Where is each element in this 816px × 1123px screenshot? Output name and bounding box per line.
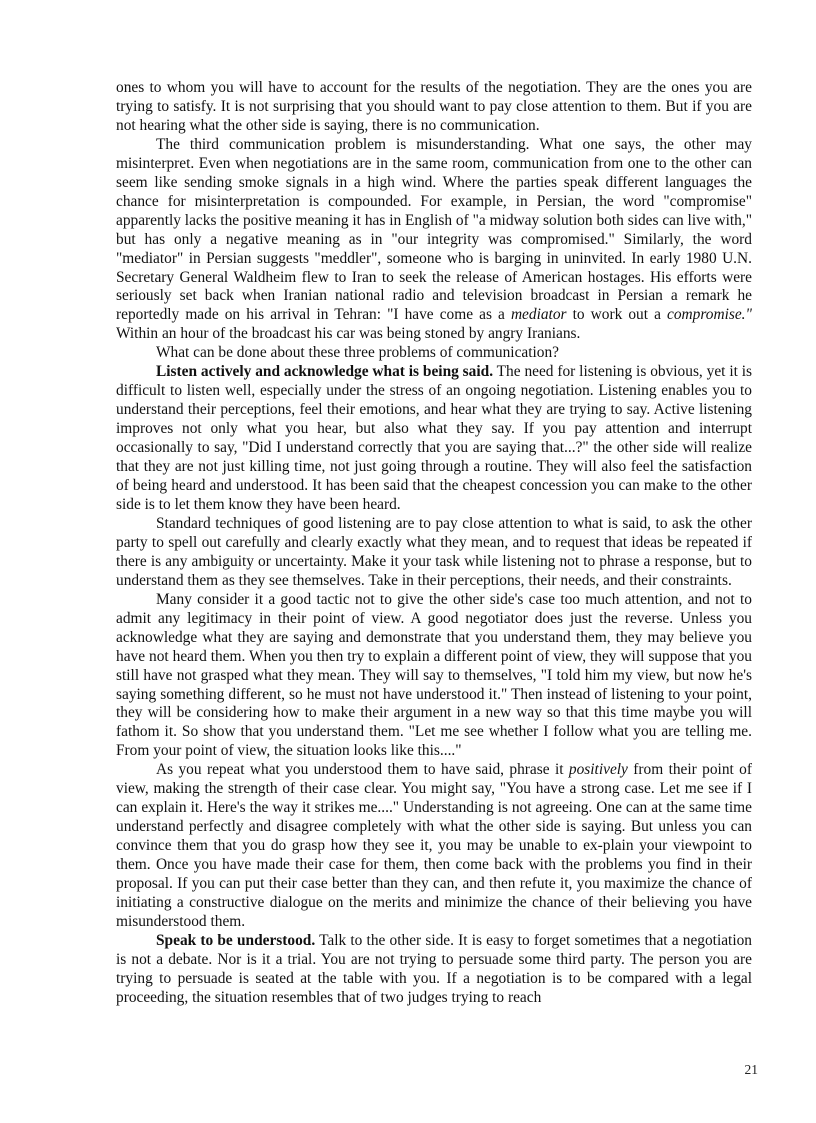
paragraph-6: Many consider it a good tactic not to give the other side's case too much attention, and not to admit any legitimacy in their point of view. A good negotiator does just the reverse. Unless you acknowledge what they are saying and demonstrate that you understand them, they may believe you have not heard them. When you then try to explain a different point of view, they will suppose that you still have not grasped what they mean. They will say to themselves, "I told him my view, but now he's saying something different, so he must not have understood it." Then instead of listening to your point, they will be considering how to make their argument in a new way so that this time maybe you will fathom it. So show that you understand them. "Let me see whether I follow what you are telling me. From your point of view, the situation looks like this...." [116,590,752,760]
page-number: 21 [744,1062,758,1077]
emphasis-mediator: mediator [510,306,567,324]
paragraph-7: As you repeat what you understood them to have said, phrase it positively from their point of view, making the strength of their case clear. You might say, "You have a strong case. Let me see if I can explain it. Here's the way it strikes me...." Understanding is not agreeing. One can at the same time understand perfectly and disagree completely with what the other side is saying. But unless you can convince them that you do grasp how they see it, you may be unable to ex-plain your viewpoint to them. Once you have made their case for them, then come back with the problems you find in their proposal. If you can put their case better than they can, and then refute it, you maximize the chance of initiating a constructive dialogue on the merits and minimize the chance of their believing you have misunderstood them. [116,761,752,930]
paragraph-8: Speak to be understood. Talk to the other side. It is easy to forget sometimes that a negotiation is not a debate. Nor is it a trial. You are not trying to persuade some third party. The person you are trying to persuade is seated at the table with you. If a negotiation is to be compared with a legal proceeding, the situation resembles that of two judges trying to reach [116,931,752,1006]
paragraph-4: Listen actively and acknowledge what is being said. The need for listening is obvious, yet it is difficult to listen well, especially under the stress of an ongoing negotiation. Listening enables you to understand their perceptions, feel their emotions, and hear what they are trying to say. Active listening improves not only what you hear, but also what they say. If you pay attention and interrupt occasionally to say, "Did I understand correctly that you are saying that...?" the other side will realize that they are not just killing time, not just going through a routine. They will also feel the satisfaction of being heard and understood. It has been said that the cheapest concession you can make to the other side is to let them know they have been heard. [116,363,753,513]
page-body [116,79,752,1008]
paragraph-5: Standard techniques of good listening are to pay close attention to what is said, to ask the other party to spell out carefully and clearly exactly what they mean, and to request that ideas be repeated if there is any ambiguity or uncertainty. Make it your task while listening not to phrase a response, but to understand them as they see themselves. Take in their perceptions, their needs, and their constraints. [116,514,752,589]
paragraph-2: The third communication problem is misunderstanding. What one says, the other may misinterpret. Even when negotiations are in the same room, communication from one to the other can seem like sending smoke signals in a high wind. Where the parties speak different languages the chance for misinterpretation is compounded. For example, in Persian, the word "compromise" apparently lacks the positive meaning it has in English of "a midway solution both sides can live with," but has only a negative meaning as in "our integrity was compromised." Similarly, the word "mediator" in Persian suggests "meddler", someone who is barging in uninvited. In early 1980 U.N. Secretary General Waldheim flew to Iran to seek the release of American hostages. His efforts were seriously set back when Iranian national radio and television broadcast in Persian a remark he reportedly made on his arrival in Tehran: "I have come as a mediator to work out a compromise." Within an hour of the broadcast his car was being stoned by angry Iranians. [116,135,752,343]
emphasis-positively: positively [568,761,628,779]
section-heading-speak: Speak to be understood. [156,931,316,949]
paragraph-3: What can be done about these three problems of communication? [156,344,560,362]
paragraph-1: ones to whom you will have to account for the results of the negotiation. They are the ones you are trying to satisfy. It is not surprising that you should want to pay close attention to them. But if you are not hearing what the other side is saying, there is no communication. [116,79,752,134]
section-heading-listen: Listen actively and acknowledge what is being said. [156,363,494,381]
emphasis-compromise: compromise." [667,306,752,324]
